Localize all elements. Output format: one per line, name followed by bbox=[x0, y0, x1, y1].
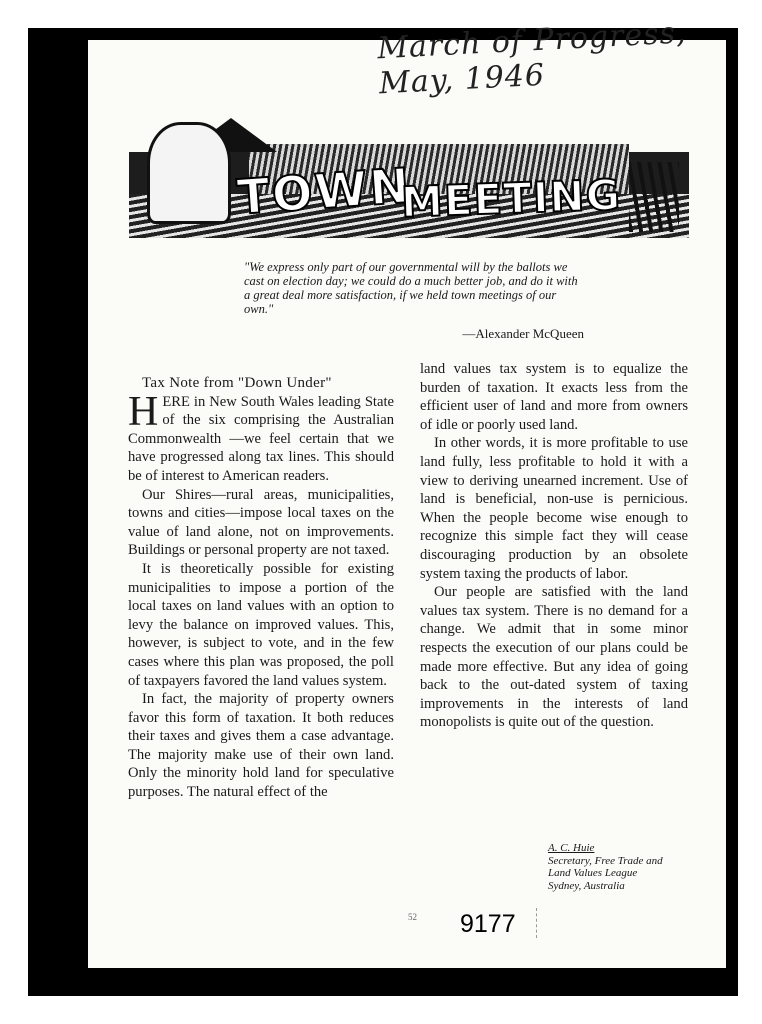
article-right-column bbox=[420, 360, 688, 732]
banner-title-meeting: MEETING bbox=[400, 170, 622, 227]
article-paragraph: Our people are satisfied with the land values tax system. There is no demand for a change. We admit that in some minor respects the execution of our plans could be made more effective. But any idea of going back to the out-dated system of taxing improvements in the interests of land monopolists is quite out of the question. bbox=[420, 584, 688, 731]
signature-title-line1: Secretary, Free Trade and bbox=[548, 854, 663, 867]
stamp-number: 9177 bbox=[460, 910, 516, 938]
article-paragraph: land values tax system is to equalize the burden of taxation. It exacts less from the efficient user of land and more from owners of idle or poorly used land. bbox=[420, 361, 688, 433]
stamp-divider bbox=[536, 908, 539, 938]
epigraph-attribution: —Alexander McQueen bbox=[462, 326, 584, 341]
signature-location: Sydney, Australia bbox=[548, 879, 625, 892]
article-paragraph bbox=[128, 388, 394, 486]
signature-block bbox=[536, 842, 696, 892]
article-left-column bbox=[128, 374, 394, 802]
banner-figures-illustration bbox=[629, 162, 679, 232]
scan-border-right bbox=[726, 28, 738, 996]
article-paragraph: In other words, it is more profitable to use land fully, less profitable to hold it with a view to deriving unearned increment. Use of land is beneficial, non-use is pernicious. When the people become wise enough to recognize this simple fact they will cease discouraging production by an obsolete system taxing the products of labor. bbox=[420, 435, 688, 582]
speaker-illustration bbox=[147, 122, 231, 224]
signature-name: A. C. Huie bbox=[548, 842, 595, 854]
signature-title-line2: Land Values League bbox=[548, 867, 638, 879]
article-paragraph: In fact, the majority of property owners favor this form of taxation. It both reduces their taxes and gives them a case advantage. The majority make use of their own land. Only the minority hold land for speculative purposes. The natural effect of the bbox=[128, 691, 394, 801]
drop-cap: H bbox=[128, 388, 159, 435]
article-paragraph: It is theoretically possible for existing municipalities to impose a portion of the local taxes on land values with an option to levy the balance on improved values. This, however, is subject to vote, and in the few cases where this plan was proposed, the poll of taxpayers favored the land values system. bbox=[128, 560, 394, 689]
banner-title-town: TOWN bbox=[235, 157, 414, 227]
article-heading: Tax Note from "Down Under" bbox=[142, 375, 332, 391]
page-mark: 52 bbox=[408, 912, 417, 922]
scan-border-bottom bbox=[28, 968, 738, 996]
epigraph-quote: "We express only part of our governmental will by the ballots we cast on election day; we could do a much better job, and do it with a great deal more satisfaction, if we held town meetings of our own." bbox=[244, 260, 578, 316]
scan-border-left bbox=[28, 28, 88, 996]
article-paragraph: Our Shires—rural areas, municipalities, towns and cities—impose local taxes on the value of land alone, not on improvements. Buildings or personal property are not taxed. bbox=[128, 486, 394, 559]
handwritten-source-note: March of Progress, May, 1946 bbox=[376, 15, 688, 102]
town-meeting-banner bbox=[129, 112, 689, 238]
article-paragraph-text: ERE in New South Wales leading State of the six comprising the Australian Commonwealth —we feel certain that we have progressed along tax lines. This should be of interest to American readers. bbox=[128, 393, 394, 484]
